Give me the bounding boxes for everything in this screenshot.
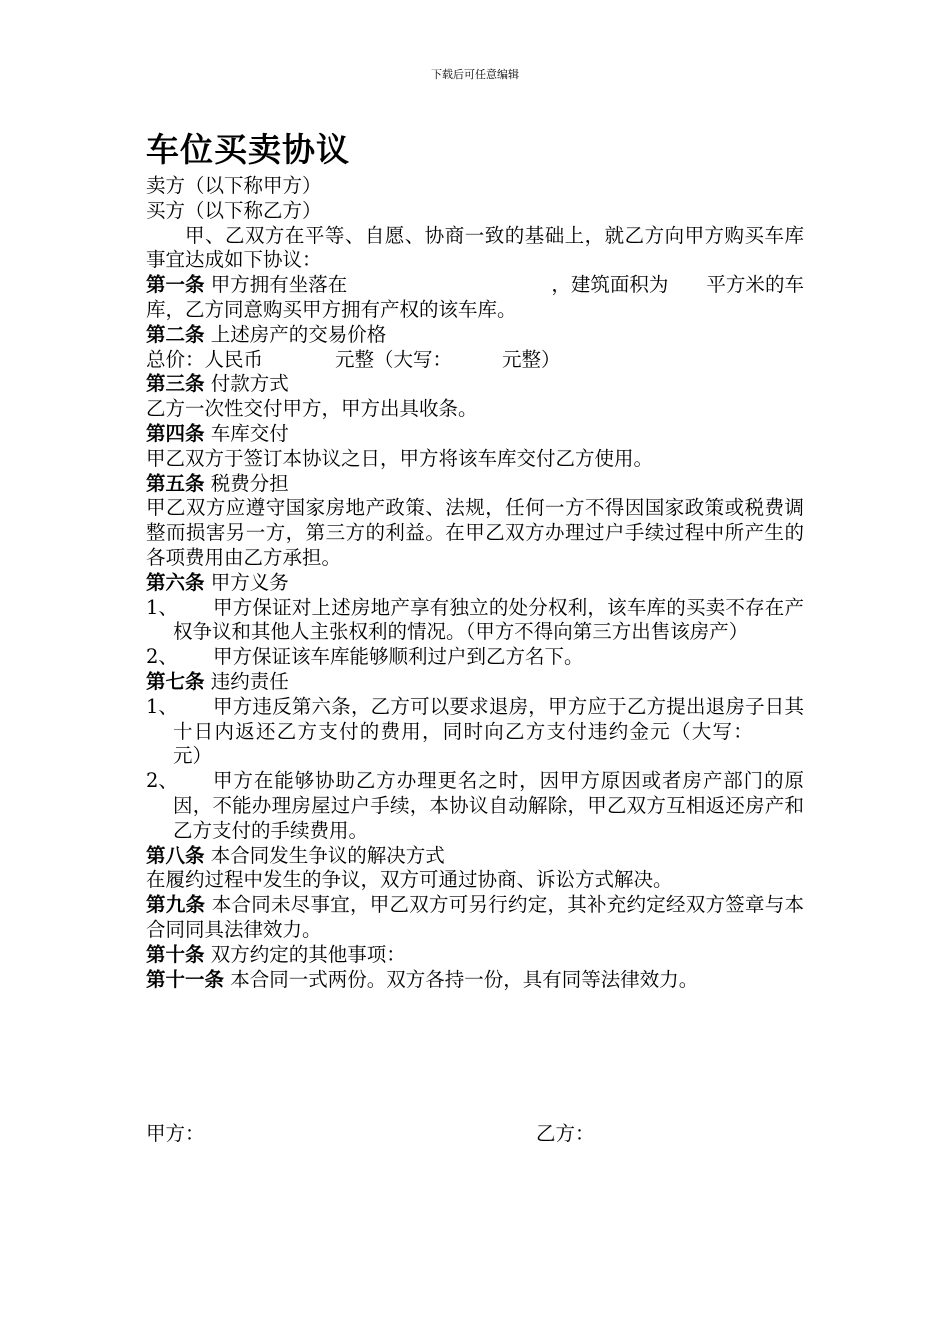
article-6-heading bbox=[146, 571, 804, 596]
article-1-text-c: 平方米的车库，乙方同意购买甲方拥有产权的该车库。 bbox=[146, 273, 804, 321]
item-number: 1、 bbox=[146, 595, 178, 619]
article-3-number: 第三条 bbox=[146, 372, 205, 396]
article-9 bbox=[146, 893, 804, 943]
item-text: 甲方保证该车库能够顺利过户到乙方名下。 bbox=[213, 645, 584, 669]
article-8-text: 在履约过程中发生的争议，双方可通过协商、诉讼方式解决。 bbox=[146, 868, 673, 892]
item-text-a: 甲方违反第六条，乙方可以要求退房，甲方应于乙方提出退房子日其十日内返还乙方支付的费用，同时向乙方支付违约金 bbox=[173, 694, 804, 743]
article-5-text: 甲乙双方应遵守国家房地产政策、法规，任何一方不得因国家政策或税费调整而损害另一方，第三方的利益。在甲乙双方办理过户手续过程中所产生的各项费用由乙方承担。 bbox=[146, 496, 804, 569]
article-1-text-a: 甲方拥有坐落在 bbox=[210, 273, 348, 297]
item-text: 甲方在能够协助乙方办理更名之时，因甲方原因或者房产部门的原因，不能办理房屋过户手续，本协议自动解除，甲乙双方互相返还房产和乙方支付的手续费用。 bbox=[173, 769, 804, 842]
article-1-text-b: ，建筑面积为 bbox=[551, 273, 669, 297]
article-8-number: 第八条 bbox=[146, 843, 205, 867]
header-note: 下载后可任意编辑 bbox=[431, 68, 519, 81]
item-text-c: 元） bbox=[173, 744, 213, 768]
signature-party-b: 乙方： bbox=[536, 1122, 595, 1145]
item-text bbox=[173, 695, 804, 769]
article-10 bbox=[146, 943, 804, 968]
article-7-title: 违约责任 bbox=[210, 669, 289, 693]
article-5-title: 税费分担 bbox=[210, 471, 289, 495]
article-5-heading bbox=[146, 472, 804, 497]
article-9-number: 第九条 bbox=[146, 893, 206, 917]
article-5-number: 第五条 bbox=[146, 471, 205, 495]
article-8-heading bbox=[146, 844, 804, 869]
article-6-number: 第六条 bbox=[146, 570, 205, 594]
item-text: 甲方保证对上述房地产享有独立的处分权利，该车库的买卖不存在产权争议和其他人主张权利的情况。（甲方不得向第三方出售该房产） bbox=[173, 595, 804, 644]
price-text-b: 元整（大写： bbox=[335, 347, 453, 371]
article-2-price bbox=[146, 348, 804, 373]
article-1-number: 第一条 bbox=[146, 273, 205, 297]
article-6-title: 甲方义务 bbox=[210, 570, 289, 594]
article-7-heading bbox=[146, 670, 804, 695]
article-7-item bbox=[146, 769, 804, 843]
document-title: 车位买卖协议 bbox=[146, 130, 350, 169]
item-text-b: 元（大写： bbox=[650, 719, 754, 743]
article-8-title: 本合同发生争议的解决方式 bbox=[210, 843, 445, 867]
article-2-title: 上述房产的交易价格 bbox=[210, 322, 387, 346]
article-7-item bbox=[146, 695, 804, 769]
item-number: 2、 bbox=[146, 769, 178, 793]
article-6-item bbox=[146, 645, 804, 670]
article-4-number: 第四条 bbox=[146, 421, 205, 445]
item-number: 2、 bbox=[146, 645, 178, 669]
signature-party-a: 甲方： bbox=[146, 1122, 205, 1145]
article-3-heading bbox=[146, 372, 804, 397]
article-4-heading bbox=[146, 422, 804, 447]
price-text-a: 总价：人民币 bbox=[146, 347, 264, 371]
article-10-text: 双方约定的其他事项： bbox=[210, 942, 406, 966]
article-9-text: 本合同未尽事宜，甲乙双方可另行约定，其补充约定经双方签章与本合同同具法律效力。 bbox=[146, 893, 804, 941]
seller-line: 卖方（以下称甲方） bbox=[146, 174, 322, 197]
article-3-title: 付款方式 bbox=[210, 372, 289, 396]
article-11 bbox=[146, 968, 804, 993]
article-10-number: 第十条 bbox=[146, 942, 205, 966]
document-body bbox=[146, 174, 804, 992]
article-6-item bbox=[146, 596, 804, 646]
article-2-heading bbox=[146, 323, 804, 348]
article-4-text: 甲乙双方于签订本协议之日，甲方将该车库交付乙方使用。 bbox=[146, 446, 654, 470]
article-7-number: 第七条 bbox=[146, 669, 205, 693]
buyer-line: 买方（以下称乙方） bbox=[146, 198, 322, 222]
article-4-title: 车库交付 bbox=[210, 421, 289, 445]
article-3-text: 乙方一次性交付甲方，甲方出具收条。 bbox=[146, 397, 478, 421]
intro-paragraph: 甲、乙双方在平等、自愿、协商一致的基础上，就乙方向甲方购买车库事宜达成如下协议： bbox=[146, 223, 804, 272]
article-11-text: 本合同一式两份。双方各持一份，具有同等法律效力。 bbox=[230, 967, 699, 991]
item-number: 1、 bbox=[146, 694, 178, 718]
article-2-number: 第二条 bbox=[146, 322, 205, 346]
price-text-c: 元整） bbox=[502, 347, 561, 371]
article-11-number: 第十一条 bbox=[146, 967, 225, 991]
article-1 bbox=[146, 273, 804, 323]
